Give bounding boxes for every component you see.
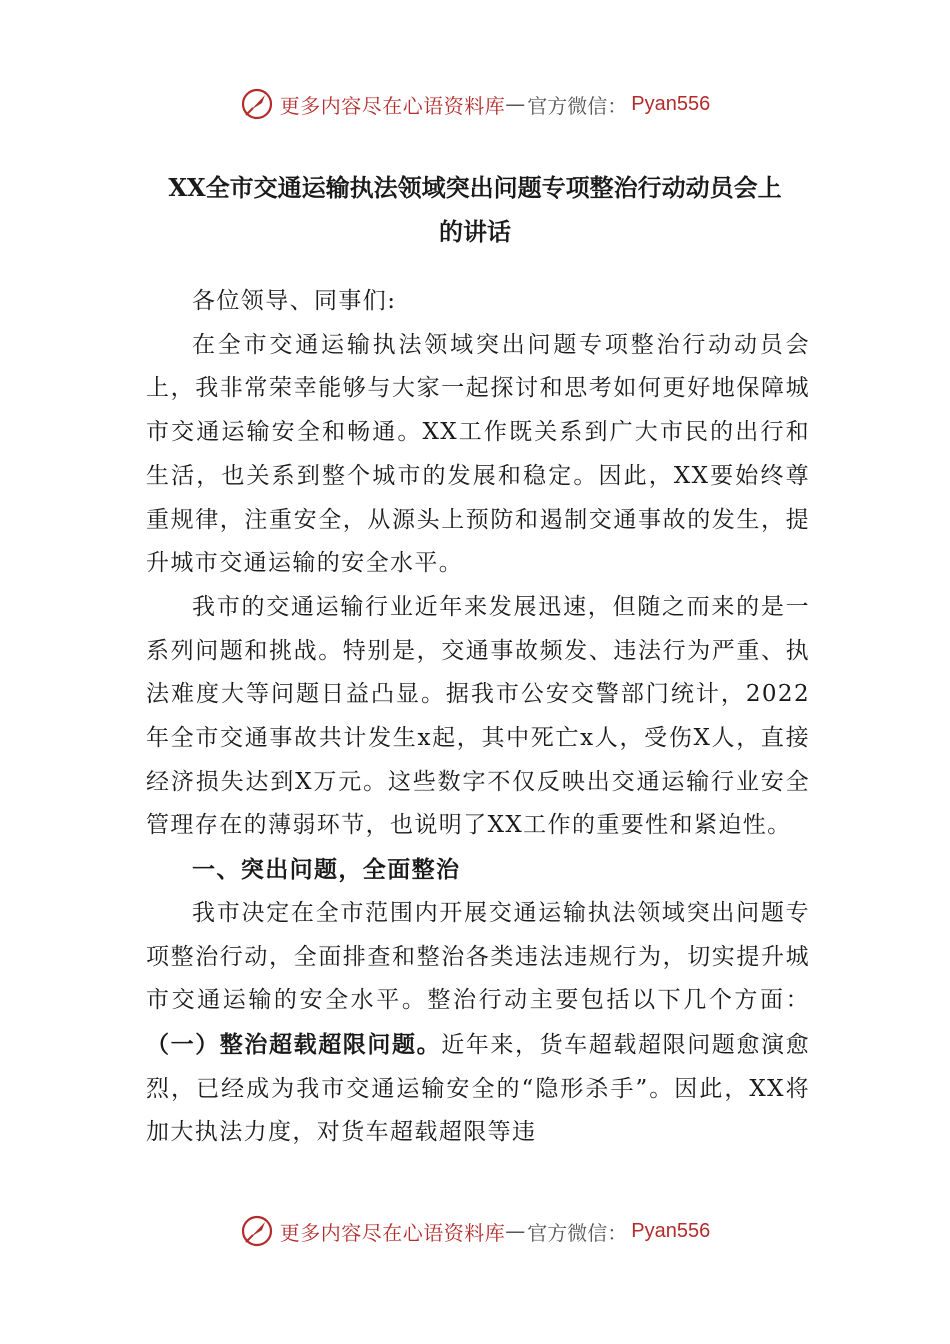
banner-wechat-id: Pyan556 [631, 92, 711, 115]
document-title [130, 166, 820, 254]
banner-wechat-id: Pyan556 [631, 1219, 711, 1242]
banner-wechat-label: 官方微信： [527, 1220, 628, 1245]
quill-logo-icon [240, 87, 274, 121]
paragraph-3-bold: （一）整治超载超限问题。 [146, 1030, 442, 1058]
title-line-2: 的讲话 [439, 217, 511, 246]
paragraph-3 [146, 892, 810, 1155]
paragraph-3-end: 近年来，货车超载超限问题愈演愈烈，已经成为我市交通运输安全的“隐形杀手”。因此，XX将加大执法力度，对货车超载超限等违 [146, 1031, 810, 1146]
banner-dash: — [505, 92, 526, 116]
banner-dash: — [505, 1219, 526, 1243]
footer-watermark-banner [0, 1211, 950, 1251]
title-line-1: XX全市交通运输执法领域突出问题专项整治行动动员会上 [168, 173, 782, 202]
paragraph-2: 我市的交通运输行业近年来发展迅速，但随之而来的是一系列问题和挑战。特别是，交通事故频发、违法行为严重、执法难度大等问题日益凸显。据我市公安交警部门统计，2022年全市交通事故共计发生x起，其中死亡x人，受伤X人，直接经济损失达到X万元。这些数字不仅反映出交通运输行业安全管理存在的薄弱环节，也说明了XX工作的重要性和紧迫性。 [146, 593, 810, 839]
salutation: 各位领导、同事们: [192, 288, 397, 314]
paragraph-3-start: 我市决定在全市范围内开展交通运输执法领域突出问题专项整治行动，全面排查和整治各类违法违规行为，切实提升城市交通运输的安全水平。整治行动主要包括以下几个方面： [146, 899, 810, 1014]
section-heading-1: 一、突出问题，全面整治 [192, 856, 461, 884]
banner-text: 更多内容尽在心语资料库 [279, 93, 506, 118]
banner-wechat-label: 官方微信： [527, 93, 628, 118]
paragraph-1: 在全市交通运输执法领域突出问题专项整治行动动员会上，我非常荣幸能够与大家一起探讨和思考如何更好地保障城市交通运输安全和畅通。XX工作既关系到广大市民的出行和生活，也关系到整个城市的发展和稳定。因此，XX要始终尊重规律，注重安全，从源头上预防和遏制交通事故的发生，提升城市交通运输的安全水平。 [146, 331, 810, 577]
header-watermark-banner [0, 84, 950, 124]
document-body [146, 280, 810, 1155]
banner-text: 更多内容尽在心语资料库 [279, 1220, 506, 1245]
quill-logo-icon [240, 1214, 274, 1248]
